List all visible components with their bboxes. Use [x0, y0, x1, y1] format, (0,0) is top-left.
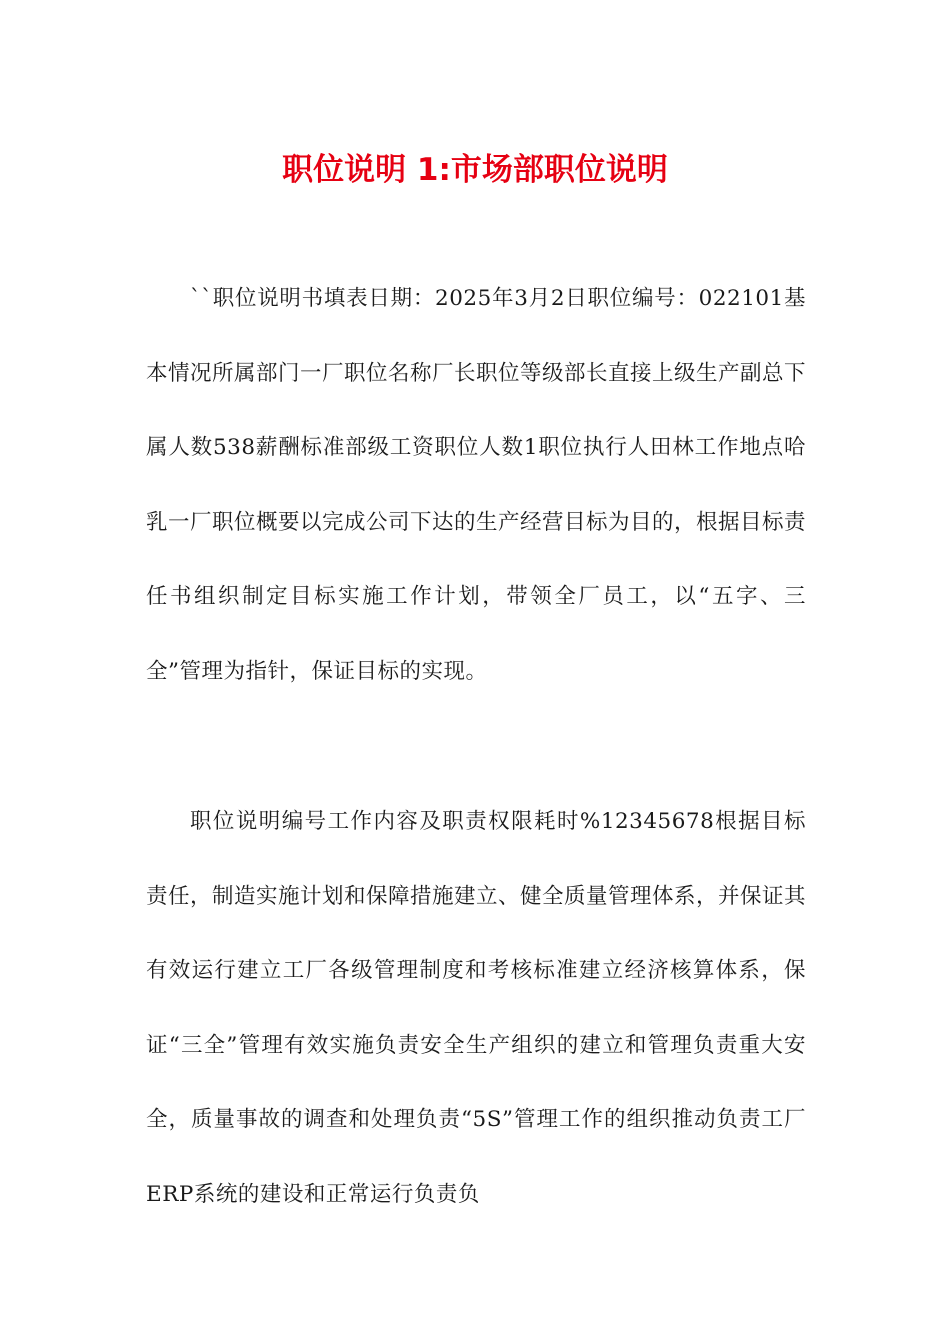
- paragraph-job-overview: ``职位说明书填表日期：2025年3月2日职位编号：022101基本情况所属部门一厂职位名称厂长职位等级部长直接上级生产副总下属人数538薪酬标准部级工资职位人数1职位执行人田林工作地点哈乳一厂职位概要以完成公司下达的生产经营目标为目的，根据目标责任书组织制定目标实施工作计划，带领全厂员工，以“五字、三全”管理为指针，保证目标的实现。: [146, 286, 807, 684]
- paragraph-job-duties: 职位说明编号工作内容及职责权限耗时%12345678根据目标责任，制造实施计划和保障措施建立、健全质量管理体系，并保证其有效运行建立工厂各级管理制度和考核标准建立经济核算体系，保证“三全”管理有效实施负责安全生产组织的建立和管理负责重大安全，质量事故的调查和处理负责“5S”管理工作的组织推动负责工厂ERP系统的建设和正常运行负责负: [146, 809, 807, 1207]
- document-title: 职位说明 1:市场部职位说明: [282, 152, 668, 188]
